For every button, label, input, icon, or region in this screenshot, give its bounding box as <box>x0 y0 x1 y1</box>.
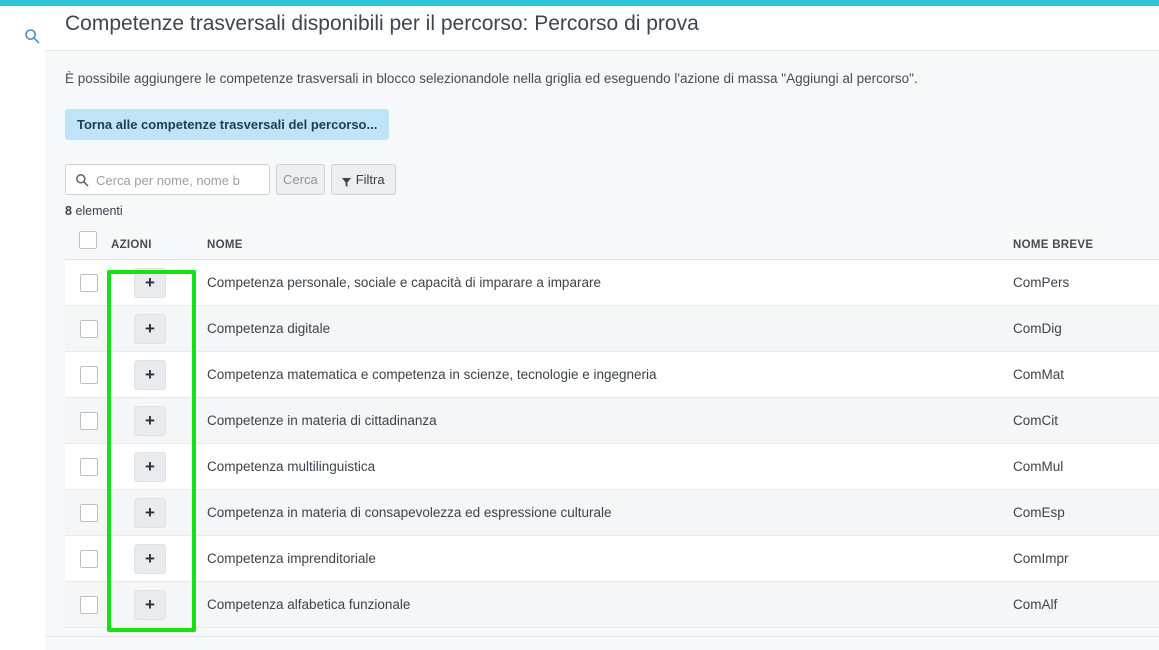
row-short-name: ComPers <box>1009 260 1159 306</box>
search-toolbar <box>65 164 396 195</box>
add-to-pathway-button[interactable]: + <box>134 268 166 298</box>
row-actions-cell <box>111 582 197 628</box>
row-select-cell <box>65 398 111 444</box>
row-name: Competenza imprenditoriale <box>197 536 1009 582</box>
table-head <box>65 225 1159 260</box>
add-to-pathway-button[interactable]: + <box>134 590 166 620</box>
row-checkbox[interactable] <box>80 458 98 476</box>
row-checkbox[interactable] <box>80 274 98 292</box>
competences-table-wrap <box>65 225 1159 628</box>
back-to-pathway-competences-button[interactable]: Torna alle competenze trasversali del percorso... <box>65 109 389 140</box>
content-panel <box>45 6 1159 649</box>
item-count-number: 8 <box>65 204 72 218</box>
row-actions-cell <box>111 260 197 306</box>
page-title: Competenze trasversali disponibili per il percorso: Percorso di prova <box>65 12 699 35</box>
table-row <box>65 260 1159 306</box>
add-to-pathway-button[interactable]: + <box>134 498 166 528</box>
row-select-cell <box>65 582 111 628</box>
row-name: Competenza digitale <box>197 306 1009 352</box>
row-actions-cell <box>111 444 197 490</box>
row-checkbox[interactable] <box>80 412 98 430</box>
table-row <box>65 398 1159 444</box>
search-box[interactable] <box>65 164 270 195</box>
row-actions-cell <box>111 398 197 444</box>
add-to-pathway-button[interactable]: + <box>134 314 166 344</box>
add-to-pathway-button[interactable]: + <box>134 360 166 390</box>
page-header <box>45 6 1159 51</box>
row-select-cell <box>65 536 111 582</box>
row-name: Competenza alfabetica funzionale <box>197 582 1009 628</box>
row-name: Competenza in materia di consapevolezza ed espressione culturale <box>197 490 1009 536</box>
row-name: Competenze in materia di cittadinanza <box>197 398 1009 444</box>
row-select-cell <box>65 490 111 536</box>
row-select-cell <box>65 306 111 352</box>
row-short-name: ComEsp <box>1009 490 1159 536</box>
competences-table <box>65 225 1159 628</box>
item-count <box>65 204 123 218</box>
row-short-name: ComDig <box>1009 306 1159 352</box>
row-name: Competenza personale, sociale e capacità di imparare a imparare <box>197 260 1009 306</box>
footer-strip <box>45 636 1159 650</box>
row-select-cell <box>65 352 111 398</box>
select-all-checkbox[interactable] <box>79 231 97 249</box>
search-input[interactable] <box>94 166 268 195</box>
search-button[interactable]: Cerca <box>276 164 325 195</box>
row-short-name: ComImpr <box>1009 536 1159 582</box>
row-short-name: ComCit <box>1009 398 1159 444</box>
row-short-name: ComMat <box>1009 352 1159 398</box>
funnel-icon <box>342 175 351 184</box>
table-row <box>65 352 1159 398</box>
row-actions-cell <box>111 490 197 536</box>
add-to-pathway-button[interactable]: + <box>134 406 166 436</box>
filter-button[interactable] <box>331 164 396 195</box>
table-row <box>65 582 1159 628</box>
row-short-name: ComAlf <box>1009 582 1159 628</box>
row-actions-cell <box>111 536 197 582</box>
row-name: Competenza matematica e competenza in scienze, tecnologie e ingegneria <box>197 352 1009 398</box>
row-checkbox[interactable] <box>80 366 98 384</box>
add-to-pathway-button[interactable]: + <box>134 544 166 574</box>
page-body <box>45 51 1159 649</box>
filter-label: Filtra <box>355 172 385 187</box>
item-count-label: elementi <box>75 204 123 218</box>
table-row <box>65 490 1159 536</box>
table-row <box>65 444 1159 490</box>
intro-text: È possibile aggiungere le competenze trasversali in blocco selezionandole nella griglia ed eseguendo l'azione di massa "Aggiungi al percorso". <box>65 71 918 86</box>
row-checkbox[interactable] <box>80 550 98 568</box>
left-rail <box>0 6 46 649</box>
table-body <box>65 260 1159 628</box>
row-checkbox[interactable] <box>80 504 98 522</box>
row-checkbox[interactable] <box>80 596 98 614</box>
search-icon[interactable] <box>24 28 40 44</box>
row-short-name: ComMul <box>1009 444 1159 490</box>
table-row <box>65 536 1159 582</box>
select-all-header <box>65 225 111 260</box>
row-select-cell <box>65 260 111 306</box>
row-select-cell <box>65 444 111 490</box>
search-icon <box>75 173 89 187</box>
row-checkbox[interactable] <box>80 320 98 338</box>
row-actions-cell <box>111 306 197 352</box>
add-to-pathway-button[interactable]: + <box>134 452 166 482</box>
table-header-row <box>65 225 1159 260</box>
table-row <box>65 306 1159 352</box>
column-header-short-name: NOME BREVE <box>1009 225 1159 260</box>
row-actions-cell <box>111 352 197 398</box>
row-name: Competenza multilinguistica <box>197 444 1009 490</box>
column-header-actions: AZIONI <box>111 225 197 260</box>
column-header-name: NOME <box>197 225 1009 260</box>
